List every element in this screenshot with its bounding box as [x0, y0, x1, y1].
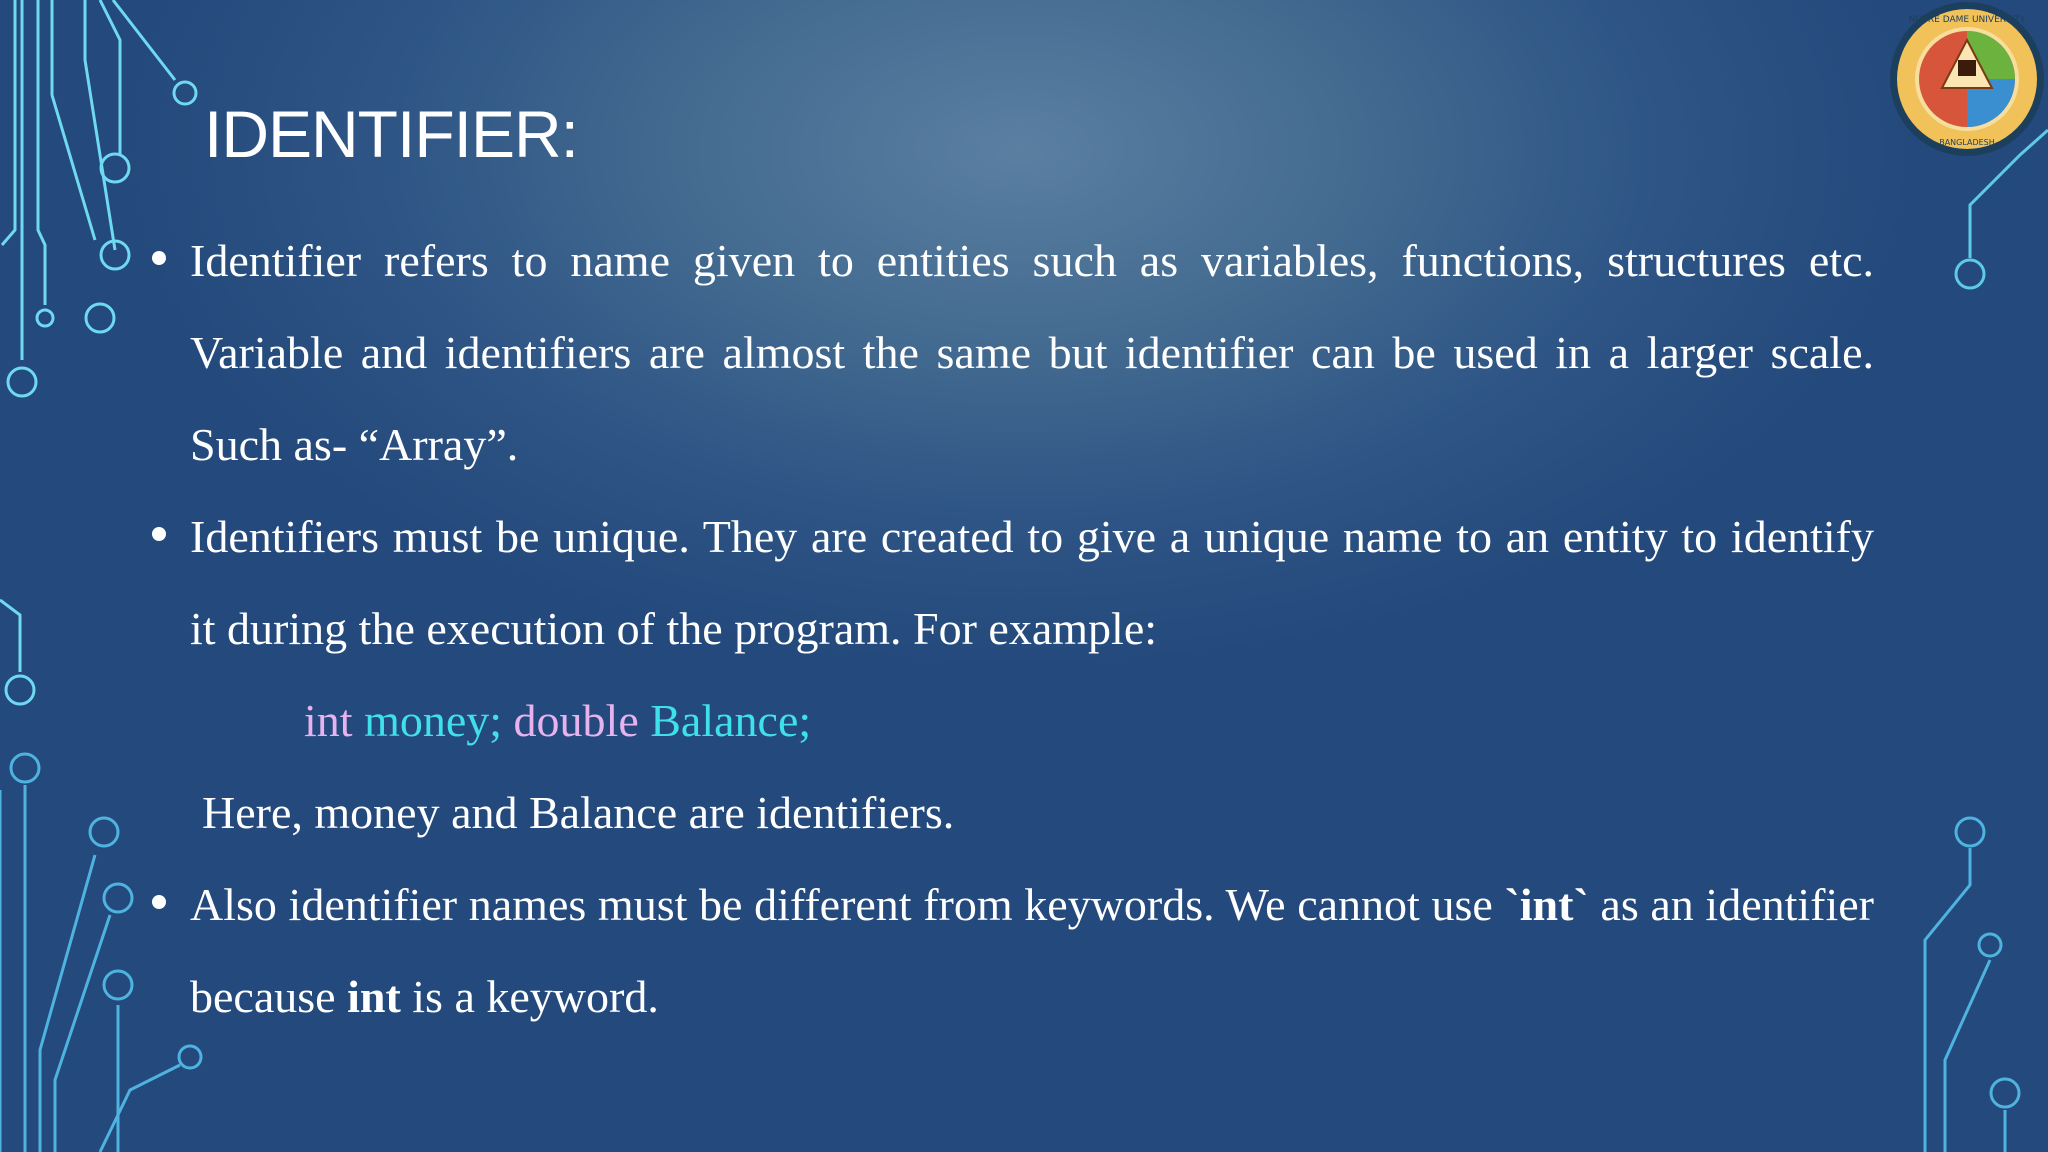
bullet-item	[190, 859, 1874, 1043]
bold-keyword: int	[347, 971, 401, 1022]
code-identifier: money;	[364, 695, 503, 746]
bullet-text	[190, 859, 1874, 1043]
bullet-dot	[152, 527, 166, 541]
bullet-text-part: as an identifier because	[190, 879, 1875, 1022]
code-keyword: double	[513, 695, 639, 746]
svg-text:BANGLADESH: BANGLADESH	[1939, 138, 1995, 147]
bullet-text-part: is a keyword.	[400, 971, 659, 1022]
bullet-dot	[152, 895, 166, 909]
bullet-item	[190, 215, 1874, 491]
code-example	[304, 675, 811, 767]
svg-text:NOTRE DAME UNIVERSITY: NOTRE DAME UNIVERSITY	[1908, 15, 2026, 25]
bullet-dot	[152, 251, 166, 265]
example-note: Here, money and Balance are identifiers.	[202, 787, 955, 838]
code-keyword: int	[304, 695, 353, 746]
bold-keyword: `int`	[1504, 879, 1589, 930]
bullet-item	[190, 491, 1874, 675]
bullet-text-part: Also identifier names must be different from keywords. We cannot use	[190, 879, 1505, 930]
bullet-text: Identifiers must be unique. They are created to give a unique name to an entity to identify it during the execution of the program. For example:	[190, 511, 1874, 654]
slide-title: IDENTIFIER:	[204, 97, 579, 171]
university-seal-icon	[1888, 0, 2046, 158]
code-identifier: Balance;	[650, 695, 812, 746]
bullet-text: Identifier refers to name given to entities such as variables, functions, structures etc. Variable and identifiers are almost the same but identifier can be used in a larger scale. Such as- “Array”.	[190, 235, 1874, 470]
